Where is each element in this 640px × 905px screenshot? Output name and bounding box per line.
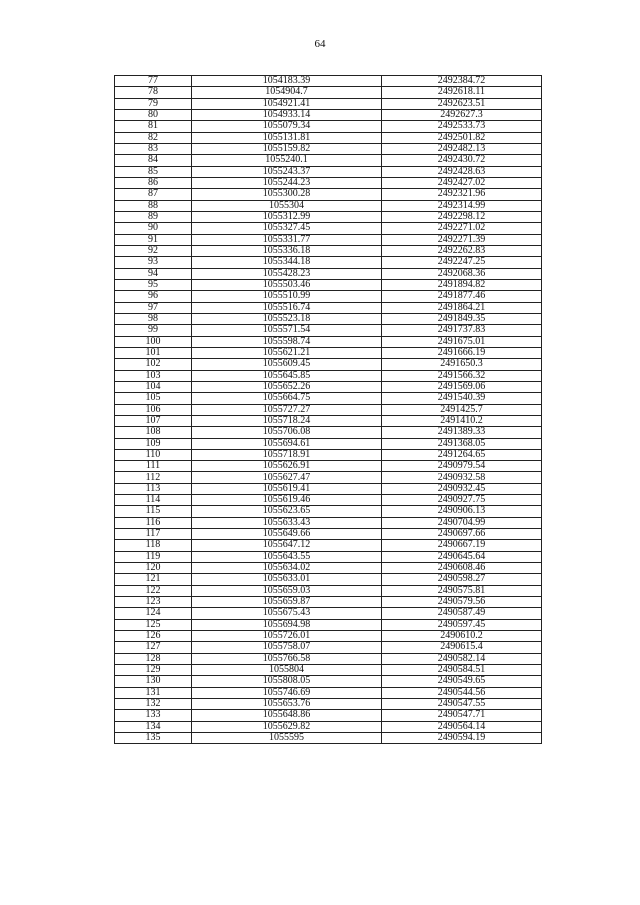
y-coordinate-cell: 2490932.58	[382, 472, 542, 483]
x-coordinate-cell: 1055653.76	[192, 699, 382, 710]
x-coordinate-cell: 1055694.61	[192, 438, 382, 449]
x-coordinate-cell: 1055609.45	[192, 359, 382, 370]
y-coordinate-cell: 2491566.32	[382, 370, 542, 381]
table-row	[115, 551, 542, 562]
y-coordinate-cell: 2492271.02	[382, 223, 542, 234]
x-coordinate-cell: 1054933.14	[192, 109, 382, 120]
y-coordinate-cell: 2490610.2	[382, 631, 542, 642]
x-coordinate-cell: 1055627.47	[192, 472, 382, 483]
table-row	[115, 665, 542, 676]
x-coordinate-cell: 1055746.69	[192, 687, 382, 698]
x-coordinate-cell: 1055619.41	[192, 483, 382, 494]
point-number-cell: 93	[115, 257, 192, 268]
x-coordinate-cell: 1055510.99	[192, 291, 382, 302]
x-coordinate-cell: 1055645.85	[192, 370, 382, 381]
x-coordinate-cell: 1055344.18	[192, 257, 382, 268]
y-coordinate-cell: 2490598.27	[382, 574, 542, 585]
x-coordinate-cell: 1055626.91	[192, 461, 382, 472]
point-number-cell: 112	[115, 472, 192, 483]
y-coordinate-cell: 2492501.82	[382, 132, 542, 143]
point-number-cell: 122	[115, 585, 192, 596]
x-coordinate-cell: 1055428.23	[192, 268, 382, 279]
point-number-cell: 106	[115, 404, 192, 415]
point-number-cell: 114	[115, 495, 192, 506]
coordinate-table	[114, 75, 542, 744]
point-number-cell: 98	[115, 313, 192, 324]
y-coordinate-cell: 2492314.99	[382, 200, 542, 211]
x-coordinate-cell: 1055659.03	[192, 585, 382, 596]
table-row	[115, 608, 542, 619]
table-row	[115, 336, 542, 347]
point-number-cell: 101	[115, 347, 192, 358]
point-number-cell: 107	[115, 415, 192, 426]
table-row	[115, 461, 542, 472]
table-row	[115, 291, 542, 302]
x-coordinate-cell: 1055694.98	[192, 619, 382, 630]
point-number-cell: 111	[115, 461, 192, 472]
table-row	[115, 143, 542, 154]
table-row	[115, 495, 542, 506]
point-number-cell: 86	[115, 177, 192, 188]
x-coordinate-cell: 1054921.41	[192, 98, 382, 109]
table-row	[115, 631, 542, 642]
y-coordinate-cell: 2490597.45	[382, 619, 542, 630]
y-coordinate-cell: 2491864.21	[382, 302, 542, 313]
y-coordinate-cell: 2490564.14	[382, 721, 542, 732]
point-number-cell: 116	[115, 517, 192, 528]
point-number-cell: 132	[115, 699, 192, 710]
page-number: 64	[314, 38, 326, 50]
y-coordinate-cell: 2490704.99	[382, 517, 542, 528]
y-coordinate-cell: 2492298.12	[382, 211, 542, 222]
y-coordinate-cell: 2492623.51	[382, 98, 542, 109]
table-row	[115, 472, 542, 483]
y-coordinate-cell: 2490579.56	[382, 597, 542, 608]
y-coordinate-cell: 2491650.3	[382, 359, 542, 370]
table-row	[115, 302, 542, 313]
point-number-cell: 125	[115, 619, 192, 630]
table-row	[115, 676, 542, 687]
x-coordinate-cell: 1055718.24	[192, 415, 382, 426]
table-row	[115, 438, 542, 449]
y-coordinate-cell: 2490906.13	[382, 506, 542, 517]
table-row	[115, 619, 542, 630]
point-number-cell: 91	[115, 234, 192, 245]
y-coordinate-cell: 2491877.46	[382, 291, 542, 302]
table-row	[115, 211, 542, 222]
y-coordinate-cell: 2492430.72	[382, 155, 542, 166]
table-row	[115, 517, 542, 528]
point-number-cell: 108	[115, 427, 192, 438]
table-row	[115, 721, 542, 732]
table-row	[115, 257, 542, 268]
point-number-cell: 83	[115, 143, 192, 154]
x-coordinate-cell: 1055629.82	[192, 721, 382, 732]
y-coordinate-cell: 2491540.39	[382, 393, 542, 404]
y-coordinate-cell: 2490927.75	[382, 495, 542, 506]
y-coordinate-cell: 2490587.49	[382, 608, 542, 619]
x-coordinate-cell: 1055659.87	[192, 597, 382, 608]
y-coordinate-cell: 2490608.46	[382, 563, 542, 574]
y-coordinate-cell: 2490582.14	[382, 653, 542, 664]
table-row	[115, 597, 542, 608]
point-number-cell: 87	[115, 189, 192, 200]
point-number-cell: 123	[115, 597, 192, 608]
x-coordinate-cell: 1055571.54	[192, 325, 382, 336]
x-coordinate-cell: 1055523.18	[192, 313, 382, 324]
y-coordinate-cell: 2491425.7	[382, 404, 542, 415]
x-coordinate-cell: 1055633.01	[192, 574, 382, 585]
y-coordinate-cell: 2492262.83	[382, 245, 542, 256]
point-number-cell: 77	[115, 76, 192, 87]
table-row	[115, 268, 542, 279]
table-row	[115, 483, 542, 494]
table-row	[115, 223, 542, 234]
point-number-cell: 95	[115, 279, 192, 290]
point-number-cell: 88	[115, 200, 192, 211]
table-row	[115, 653, 542, 664]
point-number-cell: 117	[115, 529, 192, 540]
table-row	[115, 393, 542, 404]
table-row	[115, 313, 542, 324]
table-row	[115, 642, 542, 653]
table-row	[115, 87, 542, 98]
table-row	[115, 687, 542, 698]
point-number-cell: 85	[115, 166, 192, 177]
x-coordinate-cell: 1055516.74	[192, 302, 382, 313]
y-coordinate-cell: 2491264.65	[382, 449, 542, 460]
table-row	[115, 699, 542, 710]
point-number-cell: 94	[115, 268, 192, 279]
x-coordinate-cell: 1055808.05	[192, 676, 382, 687]
point-number-cell: 78	[115, 87, 192, 98]
y-coordinate-cell: 2490544.56	[382, 687, 542, 698]
point-number-cell: 126	[115, 631, 192, 642]
table-row	[115, 234, 542, 245]
table-row	[115, 574, 542, 585]
table-row	[115, 540, 542, 551]
y-coordinate-cell: 2491849.35	[382, 313, 542, 324]
y-coordinate-cell: 2490584.51	[382, 665, 542, 676]
point-number-cell: 128	[115, 653, 192, 664]
x-coordinate-cell: 1055598.74	[192, 336, 382, 347]
x-coordinate-cell: 1055648.86	[192, 710, 382, 721]
point-number-cell: 92	[115, 245, 192, 256]
point-number-cell: 90	[115, 223, 192, 234]
point-number-cell: 119	[115, 551, 192, 562]
x-coordinate-cell: 1054183.39	[192, 76, 382, 87]
y-coordinate-cell: 2492068.36	[382, 268, 542, 279]
x-coordinate-cell: 1055726.01	[192, 631, 382, 642]
y-coordinate-cell: 2492618.11	[382, 87, 542, 98]
table-row	[115, 585, 542, 596]
table-row	[115, 529, 542, 540]
x-coordinate-cell: 1055244.23	[192, 177, 382, 188]
x-coordinate-cell: 1055758.07	[192, 642, 382, 653]
x-coordinate-cell: 1055706.08	[192, 427, 382, 438]
x-coordinate-cell: 1055079.34	[192, 121, 382, 132]
x-coordinate-cell: 1055327.45	[192, 223, 382, 234]
point-number-cell: 96	[115, 291, 192, 302]
point-number-cell: 113	[115, 483, 192, 494]
table-row	[115, 189, 542, 200]
y-coordinate-cell: 2492271.39	[382, 234, 542, 245]
point-number-cell: 131	[115, 687, 192, 698]
y-coordinate-cell: 2491675.01	[382, 336, 542, 347]
y-coordinate-cell: 2492482.13	[382, 143, 542, 154]
point-number-cell: 134	[115, 721, 192, 732]
x-coordinate-cell: 1055664.75	[192, 393, 382, 404]
x-coordinate-cell: 1055647.12	[192, 540, 382, 551]
point-number-cell: 80	[115, 109, 192, 120]
table-row	[115, 427, 542, 438]
x-coordinate-cell: 1055243.37	[192, 166, 382, 177]
table-row	[115, 710, 542, 721]
y-coordinate-cell: 2491410.2	[382, 415, 542, 426]
x-coordinate-cell: 1055727.27	[192, 404, 382, 415]
point-number-cell: 102	[115, 359, 192, 370]
x-coordinate-cell: 1055804	[192, 665, 382, 676]
x-coordinate-cell: 1055159.82	[192, 143, 382, 154]
x-coordinate-cell: 1055623.65	[192, 506, 382, 517]
y-coordinate-cell: 2492384.72	[382, 76, 542, 87]
point-number-cell: 100	[115, 336, 192, 347]
x-coordinate-cell: 1055300.28	[192, 189, 382, 200]
y-coordinate-cell: 2490932.45	[382, 483, 542, 494]
y-coordinate-cell: 2492427.02	[382, 177, 542, 188]
y-coordinate-cell: 2491666.19	[382, 347, 542, 358]
point-number-cell: 109	[115, 438, 192, 449]
point-number-cell: 135	[115, 733, 192, 744]
table-row	[115, 563, 542, 574]
table-row	[115, 415, 542, 426]
x-coordinate-cell: 1054904.7	[192, 87, 382, 98]
table-row	[115, 245, 542, 256]
table-row	[115, 449, 542, 460]
x-coordinate-cell: 1055634.02	[192, 563, 382, 574]
y-coordinate-cell: 2490615.4	[382, 642, 542, 653]
table-row	[115, 109, 542, 120]
y-coordinate-cell: 2490979.54	[382, 461, 542, 472]
point-number-cell: 129	[115, 665, 192, 676]
y-coordinate-cell: 2490594.19	[382, 733, 542, 744]
y-coordinate-cell: 2491737.83	[382, 325, 542, 336]
x-coordinate-cell: 1055503.46	[192, 279, 382, 290]
coordinate-table-body	[115, 76, 542, 744]
table-row	[115, 381, 542, 392]
x-coordinate-cell: 1055304	[192, 200, 382, 211]
table-row	[115, 121, 542, 132]
x-coordinate-cell: 1055675.43	[192, 608, 382, 619]
x-coordinate-cell: 1055718.91	[192, 449, 382, 460]
x-coordinate-cell: 1055633.43	[192, 517, 382, 528]
point-number-cell: 103	[115, 370, 192, 381]
x-coordinate-cell: 1055595	[192, 733, 382, 744]
point-number-cell: 127	[115, 642, 192, 653]
point-number-cell: 82	[115, 132, 192, 143]
point-number-cell: 104	[115, 381, 192, 392]
y-coordinate-cell: 2492247.25	[382, 257, 542, 268]
y-coordinate-cell: 2492533.73	[382, 121, 542, 132]
x-coordinate-cell: 1055619.46	[192, 495, 382, 506]
table-row	[115, 359, 542, 370]
table-row	[115, 200, 542, 211]
point-number-cell: 115	[115, 506, 192, 517]
x-coordinate-cell: 1055766.58	[192, 653, 382, 664]
table-row	[115, 98, 542, 109]
point-number-cell: 133	[115, 710, 192, 721]
table-row	[115, 132, 542, 143]
y-coordinate-cell: 2490697.66	[382, 529, 542, 540]
y-coordinate-cell: 2490645.64	[382, 551, 542, 562]
x-coordinate-cell: 1055336.18	[192, 245, 382, 256]
x-coordinate-cell: 1055621.21	[192, 347, 382, 358]
table-row	[115, 404, 542, 415]
point-number-cell: 120	[115, 563, 192, 574]
y-coordinate-cell: 2490547.71	[382, 710, 542, 721]
y-coordinate-cell: 2490547.55	[382, 699, 542, 710]
point-number-cell: 124	[115, 608, 192, 619]
point-number-cell: 89	[115, 211, 192, 222]
y-coordinate-cell: 2492321.96	[382, 189, 542, 200]
point-number-cell: 84	[115, 155, 192, 166]
table-row	[115, 166, 542, 177]
y-coordinate-cell: 2490667.19	[382, 540, 542, 551]
point-number-cell: 97	[115, 302, 192, 313]
x-coordinate-cell: 1055652.26	[192, 381, 382, 392]
y-coordinate-cell: 2491569.06	[382, 381, 542, 392]
point-number-cell: 99	[115, 325, 192, 336]
point-number-cell: 105	[115, 393, 192, 404]
table-row	[115, 76, 542, 87]
table-row	[115, 370, 542, 381]
point-number-cell: 81	[115, 121, 192, 132]
point-number-cell: 130	[115, 676, 192, 687]
table-row	[115, 347, 542, 358]
point-number-cell: 118	[115, 540, 192, 551]
y-coordinate-cell: 2491368.05	[382, 438, 542, 449]
table-row	[115, 506, 542, 517]
table-row	[115, 279, 542, 290]
table-row	[115, 325, 542, 336]
table-row	[115, 155, 542, 166]
x-coordinate-cell: 1055649.66	[192, 529, 382, 540]
y-coordinate-cell: 2491894.82	[382, 279, 542, 290]
point-number-cell: 121	[115, 574, 192, 585]
table-row	[115, 177, 542, 188]
y-coordinate-cell: 2490549.65	[382, 676, 542, 687]
table-row	[115, 733, 542, 744]
x-coordinate-cell: 1055643.55	[192, 551, 382, 562]
y-coordinate-cell: 2492627.3	[382, 109, 542, 120]
y-coordinate-cell: 2492428.63	[382, 166, 542, 177]
y-coordinate-cell: 2490575.81	[382, 585, 542, 596]
y-coordinate-cell: 2491389.33	[382, 427, 542, 438]
x-coordinate-cell: 1055131.81	[192, 132, 382, 143]
x-coordinate-cell: 1055312.99	[192, 211, 382, 222]
point-number-cell: 79	[115, 98, 192, 109]
x-coordinate-cell: 1055331.77	[192, 234, 382, 245]
point-number-cell: 110	[115, 449, 192, 460]
x-coordinate-cell: 1055240.1	[192, 155, 382, 166]
